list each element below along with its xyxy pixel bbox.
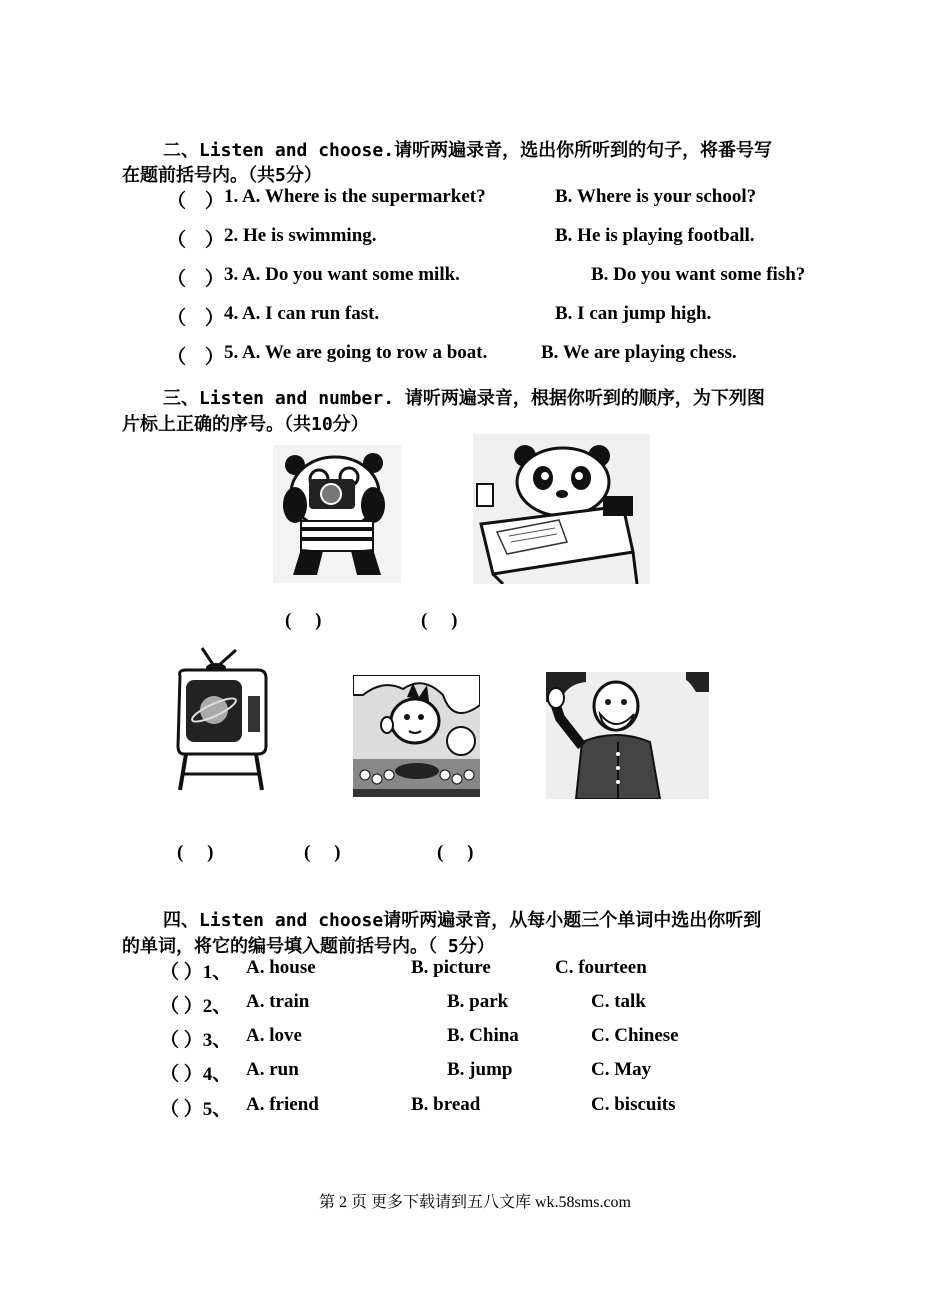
answer-blank-5[interactable]: ( )	[437, 842, 474, 863]
answer-blank-2[interactable]: ( )	[421, 610, 458, 631]
option-a: 3. A. Do you want some milk.	[224, 264, 460, 285]
answer-paren: （ ）	[167, 308, 225, 329]
answer-blank-3[interactable]: ( )	[177, 842, 214, 863]
section4-heading-line1: 四、Listen and choose请听两遍录音，从每小题三个单词中选出你听到	[163, 910, 762, 931]
section2-heading-line1: 二、Listen and choose.请听两遍录音，选出你所听到的句子，将番号写	[163, 140, 773, 161]
boy-eating-picture	[353, 675, 480, 797]
option-b: B. picture	[411, 957, 491, 978]
option-b: B. Do you want some fish?	[591, 264, 806, 285]
option-c: C. Chinese	[591, 1025, 679, 1046]
answer-paren: （ ）	[167, 191, 225, 212]
option-a: A. train	[246, 991, 310, 1012]
option-b: B. bread	[411, 1094, 481, 1115]
option-c: C. May	[591, 1059, 652, 1080]
option-b: B. park	[447, 991, 509, 1012]
old-man-waving-picture	[546, 672, 709, 799]
answer-paren: （ ）4、	[160, 1064, 232, 1085]
option-a: 2. He is swimming.	[224, 225, 377, 246]
option-b: B. We are playing chess.	[541, 342, 737, 363]
section2-heading-line2: 在题前括号内。（共5分）	[122, 165, 322, 186]
option-a: 4. A. I can run fast.	[224, 303, 380, 324]
section4-heading-line2: 的单词，将它的编号填入题前括号内。（ 5分）	[122, 936, 495, 957]
option-a: A. run	[246, 1059, 299, 1080]
page-footer: 第 2 页 更多下载请到五八文库 wk.58sms.com	[318, 1194, 631, 1211]
answer-paren: （ ）5、	[160, 1099, 232, 1120]
answer-blank-1[interactable]: ( )	[285, 610, 322, 631]
answer-paren: （ ）3、	[160, 1030, 232, 1051]
option-a: 5. A. We are going to row a boat.	[224, 342, 488, 363]
option-c: C. fourteen	[555, 957, 647, 978]
option-b: B. Where is your school?	[555, 186, 757, 207]
answer-blank-4[interactable]: ( )	[304, 842, 341, 863]
option-c: C. talk	[591, 991, 646, 1012]
section3-heading-line1: 三、Listen and number. 请听两遍录音，根据你听到的顺序，为下列图	[163, 388, 765, 409]
option-b: B. He is playing football.	[555, 225, 755, 246]
panda-camera-picture	[273, 445, 401, 583]
option-a: A. friend	[246, 1094, 319, 1115]
option-b: B. China	[447, 1025, 519, 1046]
option-a: A. love	[246, 1025, 302, 1046]
answer-paren: （ ）	[167, 269, 225, 290]
option-a: 1. A. Where is the supermarket?	[224, 186, 486, 207]
option-c: C. biscuits	[591, 1094, 676, 1115]
panda-writing-picture	[473, 434, 650, 584]
answer-paren: （ ）2、	[160, 996, 232, 1017]
option-a: A. house	[246, 957, 316, 978]
television-picture	[174, 646, 270, 792]
answer-paren: （ ）1、	[160, 962, 232, 983]
option-b: B. jump	[447, 1059, 513, 1080]
answer-paren: （ ）	[167, 347, 225, 368]
answer-paren: （ ）	[167, 230, 225, 251]
option-b: B. I can jump high.	[555, 303, 712, 324]
section3-heading-line2: 片标上正确的序号。（共10分）	[122, 414, 369, 435]
